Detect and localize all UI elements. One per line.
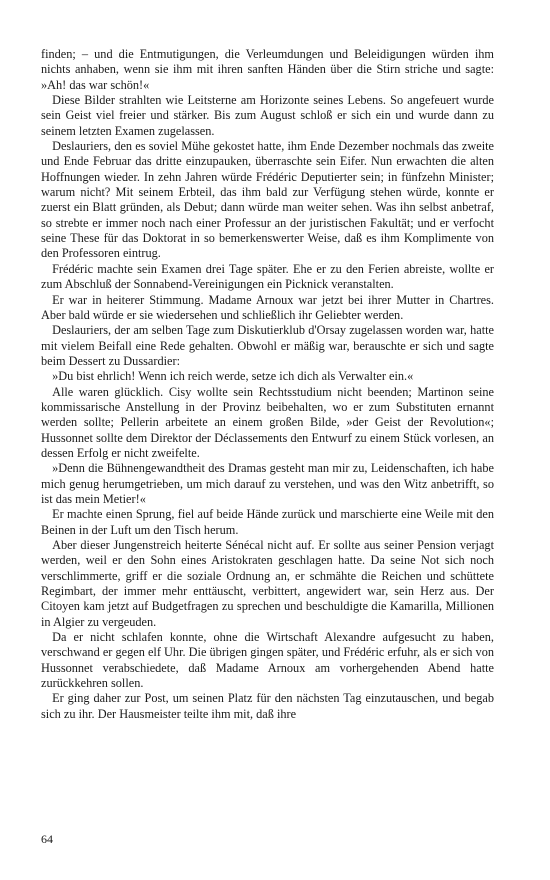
paragraph: »Du bist ehrlich! Wenn ich reich werde, setze ich dich als Verwalter ein.« <box>52 369 414 384</box>
paragraph: Deslauriers, den es soviel Mühe gekostet hatte, ihm Ende Dezember nochmals das zweite und Ende Februar das dritte einzupauken, überraschte sein Eifer. Nun erwachten die alten Hoffnungen wieder. In zehn Jahren würde Frédéric Deputierter sein; in fünfzehn Minister; warum nicht? Mit seinem Erbteil, das ihm bald zur Verfügung stehen würde, konnte er zuerst ein Blatt gründen, als Debut; dann würde man weiter sehen. Was ihn selbst anbetraf, so strebte er immer noch nach einer Professur an der juristischen Fakultät; und er verfocht seine These für das Doktorat in so bemerkenswerter Weise, daß es ihm Komplimente von den Professoren eintrug. <box>41 139 494 261</box>
paragraph: Er machte einen Sprung, fiel auf beide Hände zurück und marschierte eine Weile mit den Beinen in der Luft um den Tisch herum. <box>41 507 494 537</box>
paragraph: Frédéric machte sein Examen drei Tage später. Ehe er zu den Ferien abreiste, wollte er zum Abschluß der Sonnabend-Vereinigungen ein Picknick veranstalten. <box>41 261 494 292</box>
paragraph: finden; – und die Entmutigungen, die Verleumdungen und Beleidigungen würden ihm nichts anhaben, wenn sie ihm mit ihren sanften Händen über die Stirn striche und sagte: »Ah! das war schön!« <box>41 47 494 92</box>
paragraph: Deslauriers, der am selben Tage zum Diskutierklub d'Orsay zugelassen worden war, hatte mit vielem Beifall eine Rede gehalten. Obwohl er mäßig war, berauschte er sich und sagte beim Dessert zu Dussardier: <box>41 323 494 368</box>
paragraph: »Denn die Bühnengewandtheit des Dramas gesteht man mir zu, Leidenschaften, ich habe mich genug herumgetrieben, um mich darauf zu verstehen, und was den Witz anbetrifft, so ist das mein Metier!« <box>41 461 494 506</box>
paragraph: Aber dieser Jungenstreich heiterte Sénécal nicht auf. Er sollte aus seiner Pension verjagt werden, weil er den Sohn eines Aristokraten geschlagen hatte. Da seine Not sich noch verschlimmerte, griff er die soziale Ordnung an, er schmähte die Reichen und schüttete Regimbart, der immer mehr enttäuscht, verbittert, angewidert war, sein Herz aus. Der Citoyen kam jetzt auf Budgetfragen zu sprechen und beschuldigte die Kamarilla, Millionen in Algier zu vergeuden. <box>41 538 494 629</box>
paragraph: Er ging daher zur Post, um seinen Platz für den nächsten Tag einzutauschen, und begab sich zu ihr. Der Hausmeister teilte ihm mit, daß ihre <box>41 691 494 721</box>
paragraph: Alle waren glücklich. Cisy wollte sein Rechtsstudium nicht beenden; Martinon seine kommissarische Anstellung in der Provinz beibehalten, wo er zum Substituten ernannt werden sollte; Pellerin arbeitete an einem großen Bilde, »der Geist der Revolution«; Hussonnet sollte dem Direktor der Déclassements den Entwurf zu einem Stück vorlesen, an dessen Erfolg er nicht zweifelte. <box>41 384 494 460</box>
page-number: 64 <box>41 832 53 846</box>
paragraph: Er war in heiterer Stimmung. Madame Arnoux war jetzt bei ihrer Mutter in Chartres. Aber bald würde er sie wiedersehen und schließlich ihr Geliebter werden. <box>41 292 494 322</box>
paragraph: Da er nicht schlafen konnte, ohne die Wirtschaft Alexandre aufgesucht zu haben, verschwand er gegen elf Uhr. Die übrigen gingen später, und Frédéric erfuhr, als er sich von Hussonnet verabschiedete, daß Madame Arnoux am vorhergehenden Abend hatte zurückkehren sollen. <box>41 630 494 691</box>
body-text <box>41 47 494 722</box>
paragraph: Diese Bilder strahlten wie Leitsterne am Horizonte seines Lebens. So angefeuert wurde sein Geist viel freier und stärker. Bis zum August schloß er sich ein und wurde dann zu seinem letzten Examen zugelassen. <box>41 93 494 138</box>
